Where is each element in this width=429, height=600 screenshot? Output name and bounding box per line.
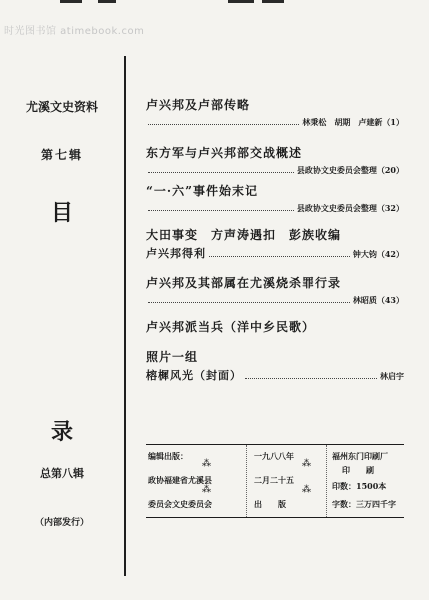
- colophon-divider: [326, 445, 328, 517]
- toc-entry-title: 卢兴邦派当兵（洋中乡民歌）: [146, 320, 316, 334]
- toc-entry-author: 林秉松 胡期 卢建新: [302, 117, 383, 127]
- toc-entry: [146, 96, 404, 128]
- word-count: 字数：三万四千字: [332, 499, 396, 509]
- toc-heading-char-1: 目: [50, 200, 73, 226]
- separator-mark: ⁂: [302, 485, 311, 495]
- toc-entry-title: 卢兴邦及其部属在尤溪烧杀罪行录: [146, 276, 342, 290]
- distribution-note: （内部发行）: [34, 518, 89, 528]
- toc-entry-subtitle-line: [146, 367, 404, 383]
- toc-entry-leader-line: [146, 203, 404, 214]
- toc-entry-author: 林昭质: [352, 295, 377, 305]
- toc-entry-subtitle: 卢兴邦得利: [146, 247, 206, 260]
- toc-entry-author: 林启宇: [380, 371, 404, 381]
- toc-entry-subtitle: 榕樨风光（封面）: [146, 369, 242, 382]
- toc-entry: [146, 144, 404, 176]
- separator-mark: ⁂: [202, 485, 211, 495]
- dot-leader: [245, 378, 377, 379]
- separator-mark: ⁂: [302, 459, 311, 469]
- dot-leader: [148, 124, 299, 125]
- dot-leader: [148, 302, 350, 303]
- print-run: 印数：1500本: [332, 481, 387, 491]
- toc-entry-page: （32）: [376, 203, 404, 213]
- toc-entry: [146, 318, 404, 335]
- vertical-divider: [124, 56, 126, 576]
- dot-leader: [209, 256, 350, 257]
- editor-line-2: 委员会文史委员会: [148, 499, 212, 509]
- toc-entry: [146, 226, 404, 261]
- dot-leader: [148, 210, 294, 211]
- printer-name: 福州东门印刷厂: [332, 451, 388, 461]
- colophon-divider: [246, 445, 248, 517]
- toc-entry-title: 东方军与卢兴邦部交战概述: [146, 146, 303, 160]
- top-rule-mark-4: [262, 0, 284, 3]
- toc-entry-title: 照片一组: [146, 350, 199, 364]
- toc-entry-page: （1）: [382, 117, 404, 127]
- toc-entry-leader-line: [146, 165, 404, 176]
- toc-entry-title: 大田事变 方声涛遇扣 彭族收编: [146, 228, 342, 242]
- total-issue-number: 总第八辑: [40, 467, 84, 480]
- volume-number: 第七辑: [40, 148, 83, 162]
- toc-entry: [146, 274, 404, 306]
- editor-label: 编辑出版：: [148, 451, 188, 461]
- toc-heading-char-2: 录: [50, 419, 73, 445]
- publish-date-line-3: 出 版: [254, 499, 286, 509]
- separator-mark: ⁂: [202, 459, 211, 469]
- toc-entry-page: （20）: [376, 165, 404, 175]
- toc-entry-page: （43）: [376, 295, 404, 305]
- toc-entry-leader-line: [146, 295, 404, 306]
- watermark-text: 时光图书馆 atimebook.com: [4, 26, 145, 37]
- toc-entry-page: （42）: [376, 249, 404, 259]
- publish-date-line-1: 一九八八年: [254, 451, 294, 461]
- toc-entry-title: 卢兴邦及卢部传略: [146, 98, 251, 112]
- toc-entry-subtitle-line: [146, 245, 404, 261]
- top-rule-mark-1: [60, 0, 82, 3]
- toc-entry: [146, 348, 404, 383]
- printer-label: 印 刷: [342, 465, 374, 475]
- toc-entry-title: “一·六”事件始末记: [146, 184, 258, 198]
- colophon-box: [146, 444, 404, 518]
- editor-line-1: 政协福建省尤溪县: [148, 475, 212, 485]
- toc-entry-author: 县政协文史委员会整理: [296, 165, 377, 175]
- toc-entry-leader-line: [146, 117, 404, 128]
- top-rule-mark-2: [98, 0, 116, 3]
- top-rule-mark-3: [228, 0, 254, 3]
- toc-entry-author: 县政协文史委员会整理: [296, 203, 377, 213]
- series-title: 尤溪文史资料: [25, 100, 98, 114]
- dot-leader: [148, 172, 294, 173]
- toc-entry-author: 钟大钧: [352, 249, 377, 259]
- toc-entry: [146, 182, 404, 214]
- publish-date-line-2: 二月二十五: [254, 475, 294, 485]
